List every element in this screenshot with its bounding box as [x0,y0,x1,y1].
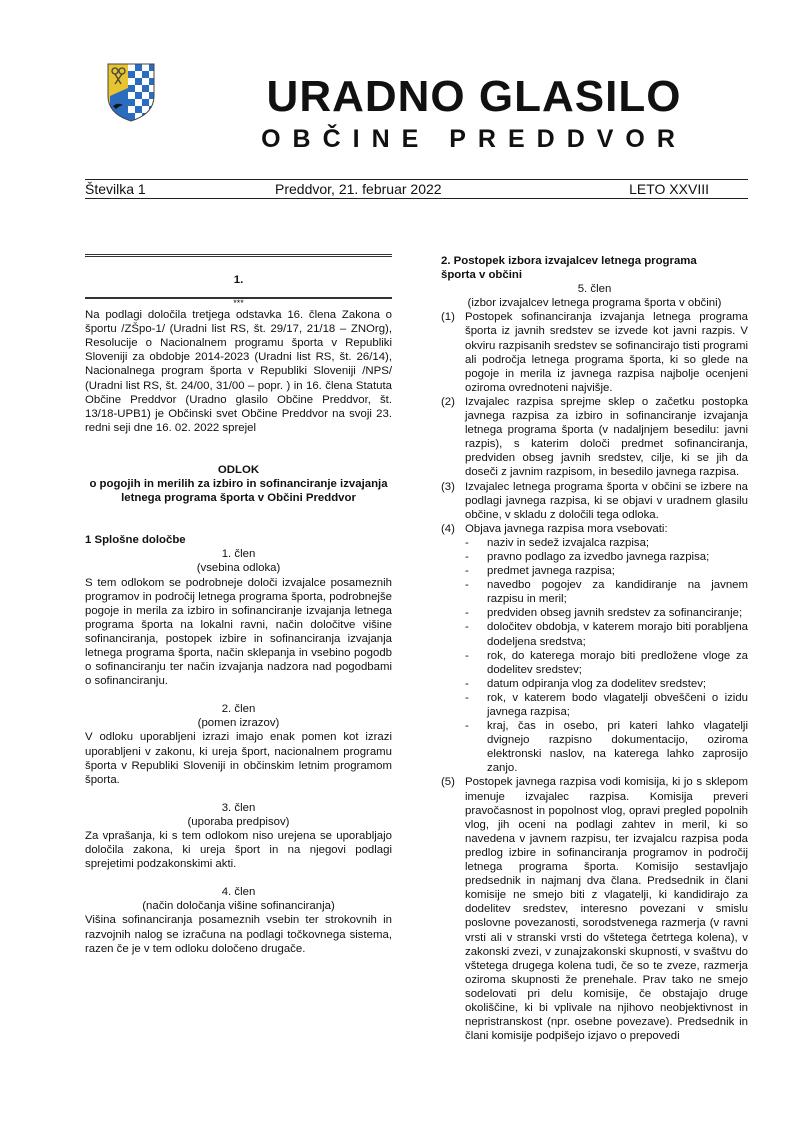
document-number: 1. [233,274,244,286]
paragraph-number: (5) [441,776,455,789]
left-column [85,254,392,956]
list-item: - rok, v katerem bodo vlagatelji obveščeni o izidu javnega razpisa; [465,691,748,718]
article-caption: (vsebina odloka) [196,562,281,575]
article-number: 1. člen [221,548,256,561]
issue-info-row [85,181,709,197]
list-item: - naziv in sedež izvajalca razpisa; [465,536,650,549]
paragraph-item [441,480,748,522]
column-top-rule [85,254,392,257]
paragraph-number: (4) [441,522,455,535]
paragraph-item [441,522,748,536]
header-bottom-rule [85,198,748,199]
paragraph-text: Postopek sofinanciranja izvajanja letnega programa športa iz javnih sredstev se izvede kot javni razpis. V okviru razpisanih sredstev se sofinancirajo tisti programi ali področja letnega programa športa, ki so glede na pogoje in merila iz javnega razpisa najbolje ocenjeni oziroma ovrednoteni najvišje. [465,311,748,394]
list-item: - predviden obseg javnih sredstev za sofinanciranje; [465,607,743,620]
article-number: 2. člen [221,703,256,716]
issue-volume: LETO XXVIII [629,181,709,197]
article-caption: (pomen izrazov) [197,717,280,730]
article-caption: (uporaba predpisov) [187,815,290,828]
list-item: - rok, do katerega morajo biti predložene vloge za dodelitev sredstev; [465,649,748,676]
article-text: Višina sofinanciranja posameznih vsebin ter strokovnih in razvojnih nalog se izračuna na podlagi točkovnega sistema, razen če je v tem odloku določeno drugače. [85,914,392,955]
header-top-rule [85,179,748,180]
section-heading: 2. Postopek izbora izvajalcev letnega programa športa v občini [441,255,697,282]
paragraph-text: Postopek javnega razpisa vodi komisija, ki jo s sklepom imenuje izvajalec razpisa. Komisija preveri pravočasnost in popolnost vlog, opravi pregled popolnih vlog, jih oceni na podlagi zahtev in meril, ki so navedena v javnem razpisu, ter izvajalcu razpisa poda predlog izbire in sofinanciranja programov in področij letnega programa športa. Komisijo sestavljajo predsednik in najmanj dva člana. Predsednik in člani komisije ne smejo biti z vlagatelji, ki kandidirajo za dodelitev sredstev, interesno povezani v smislu poslovne povezanosti, sorodstvenega razmerja (v ravni vrsti ali v stranski vrsti do vštetega četrtega kolena), v zakonski zvezi, v zunajzakonski skupnosti, v svaštvu do vštetega drugega kolena tudi, če so te zveze, razmerja oziroma skupnosti že prenehale. Prav tako ne smejo sodelovati pri delu komisije, če obstajajo druge okoliščine, ki bi vplivale na njihovo neobjektivnost in nepristranskost (npr. osebne povezave). Predsednik in člani komisije podpišejo izjavo o prepovedi [465,776,748,1043]
section-heading: 1 Splošne določbe [85,534,186,547]
list-item: - predmet javnega razpisa; [465,565,615,578]
document-subtitle: o pogojih in merilih za izbiro in sofinanciranje izvajanja letnega programa športa v Občini Preddvor [89,478,388,505]
bullet-list [465,536,748,776]
list-item: - kraj, čas in osebo, pri kateri lahko vlagatelji dvignejo razpisno dokumentacijo, oziroma elektronski naslov, na katerega lahko zaprosijo zanjo. [465,720,748,775]
list-item: - določitev obdobja, v katerem morajo biti porabljena dodeljena sredstva; [465,621,748,648]
article-text: V odloku uporabljeni izrazi imajo enak pomen kot izrazi uporabljeni v zakonu, ki ureja šport, nacionalnem programu športa v Republiki Sloveniji in občinskim letnim programom športa. [85,731,392,786]
paragraph-item [441,310,748,395]
issue-place-date: Preddvor, 21. februar 2022 [275,181,442,197]
paragraph-text: Objava javnega razpisa mora vsebovati: [465,522,668,535]
article-text: Za vprašanja, ki s tem odlokom niso urejena se uporabljajo določila zakona, ki ureja šport in na njegovi podlagi sprejetimi podzakonskimi akti. [85,830,392,871]
preamble: Na podlagi določila tretjega odstavka 16. člena Zakona o športu /ZŠpo-1/ (Uradni list RS, št. 29/17, 21/18 – ZNOrg), Resolucije o Nacionalnem programu športa v Republiki Sloveniji za obdobje 2014-2023 (Uradni list RS, št. 26/14), Nacionalnega program športa v Republiki Sloveniji /NPS/ (Uradni list RS, št. 24/00, 31/00 – popr. ) in 16. člena Statuta Občine Preddvor (Uradno glasilo Občine Preddvor, št. 13/18-UPB1) je Občinski svet Občine Preddvor na svoji 23. redni seji dne 16. 02. 2022 sprejel [85,309,392,434]
paragraph-text: Izvajalec razpisa sprejme sklep o začetku postopka javnega razpisa za izbiro in sofinanciranje izvajanja letnega programa športa (v nadaljnjem besedilu: javni razpis), s katerim določi predmet sofinanciranja, predviden obseg javnih sredstev, cilje, ki se jih da doseči z javnim razpisom, in besedilo javnega razpisa. [465,395,748,479]
municipal-coat-of-arms [106,62,156,122]
article-number: 5. člen [577,283,612,296]
article-number: 4. člen [221,886,256,899]
paragraph-number: (2) [441,395,455,408]
list-item: - pravno podlago za izvedbo javnega razpisa; [465,550,710,563]
paragraph-item [441,395,748,480]
article-caption: (način določanja višine sofinanciranja) [142,900,335,913]
paragraph-number: (3) [441,480,455,493]
article-number: 3. člen [221,801,256,814]
list-item: - navedbo pogojev za kandidiranje na javnem razpisu in meril; [465,579,748,606]
list-item: - datum odpiranja vlog za dodelitev sredstev; [465,677,707,690]
document-title: ODLOK [217,463,260,476]
stars-separator: *** [233,298,244,309]
right-column [441,254,748,1043]
article-text: S tem odlokom se podrobneje določi izvajalce posameznih programov in področij letnega programa športa, podrobnejše pogoje in merila za izbiro in sofinanciranje izvajanja letnega programa športa na lokalni ravni, način določitve višine sofinanciranja, postopek izbire in sofinanciranja izvajanja letnega programa športa, način sklepanja in vsebino pogodb o sofinanciranju ter način izvajanja nadzora nad pogodbami o sofinanciranju. [85,576,392,688]
paragraph-item [441,775,748,1043]
gazette-title: URADNO GLASILO [266,72,682,121]
gazette-subtitle: OBČINE PREDDVOR [261,125,687,153]
article-caption: (izbor izvajalcev letnega programa športa v občini) [467,297,722,310]
issue-number: Številka 1 [85,181,146,197]
paragraph-number: (1) [441,311,455,324]
paragraph-text: Izvajalec letnega programa športa v občini se izbere na podlagi javnega razpisa, ki se objavi v uradnem glasilu občine, v skladu z določili tega odloka. [465,480,748,521]
